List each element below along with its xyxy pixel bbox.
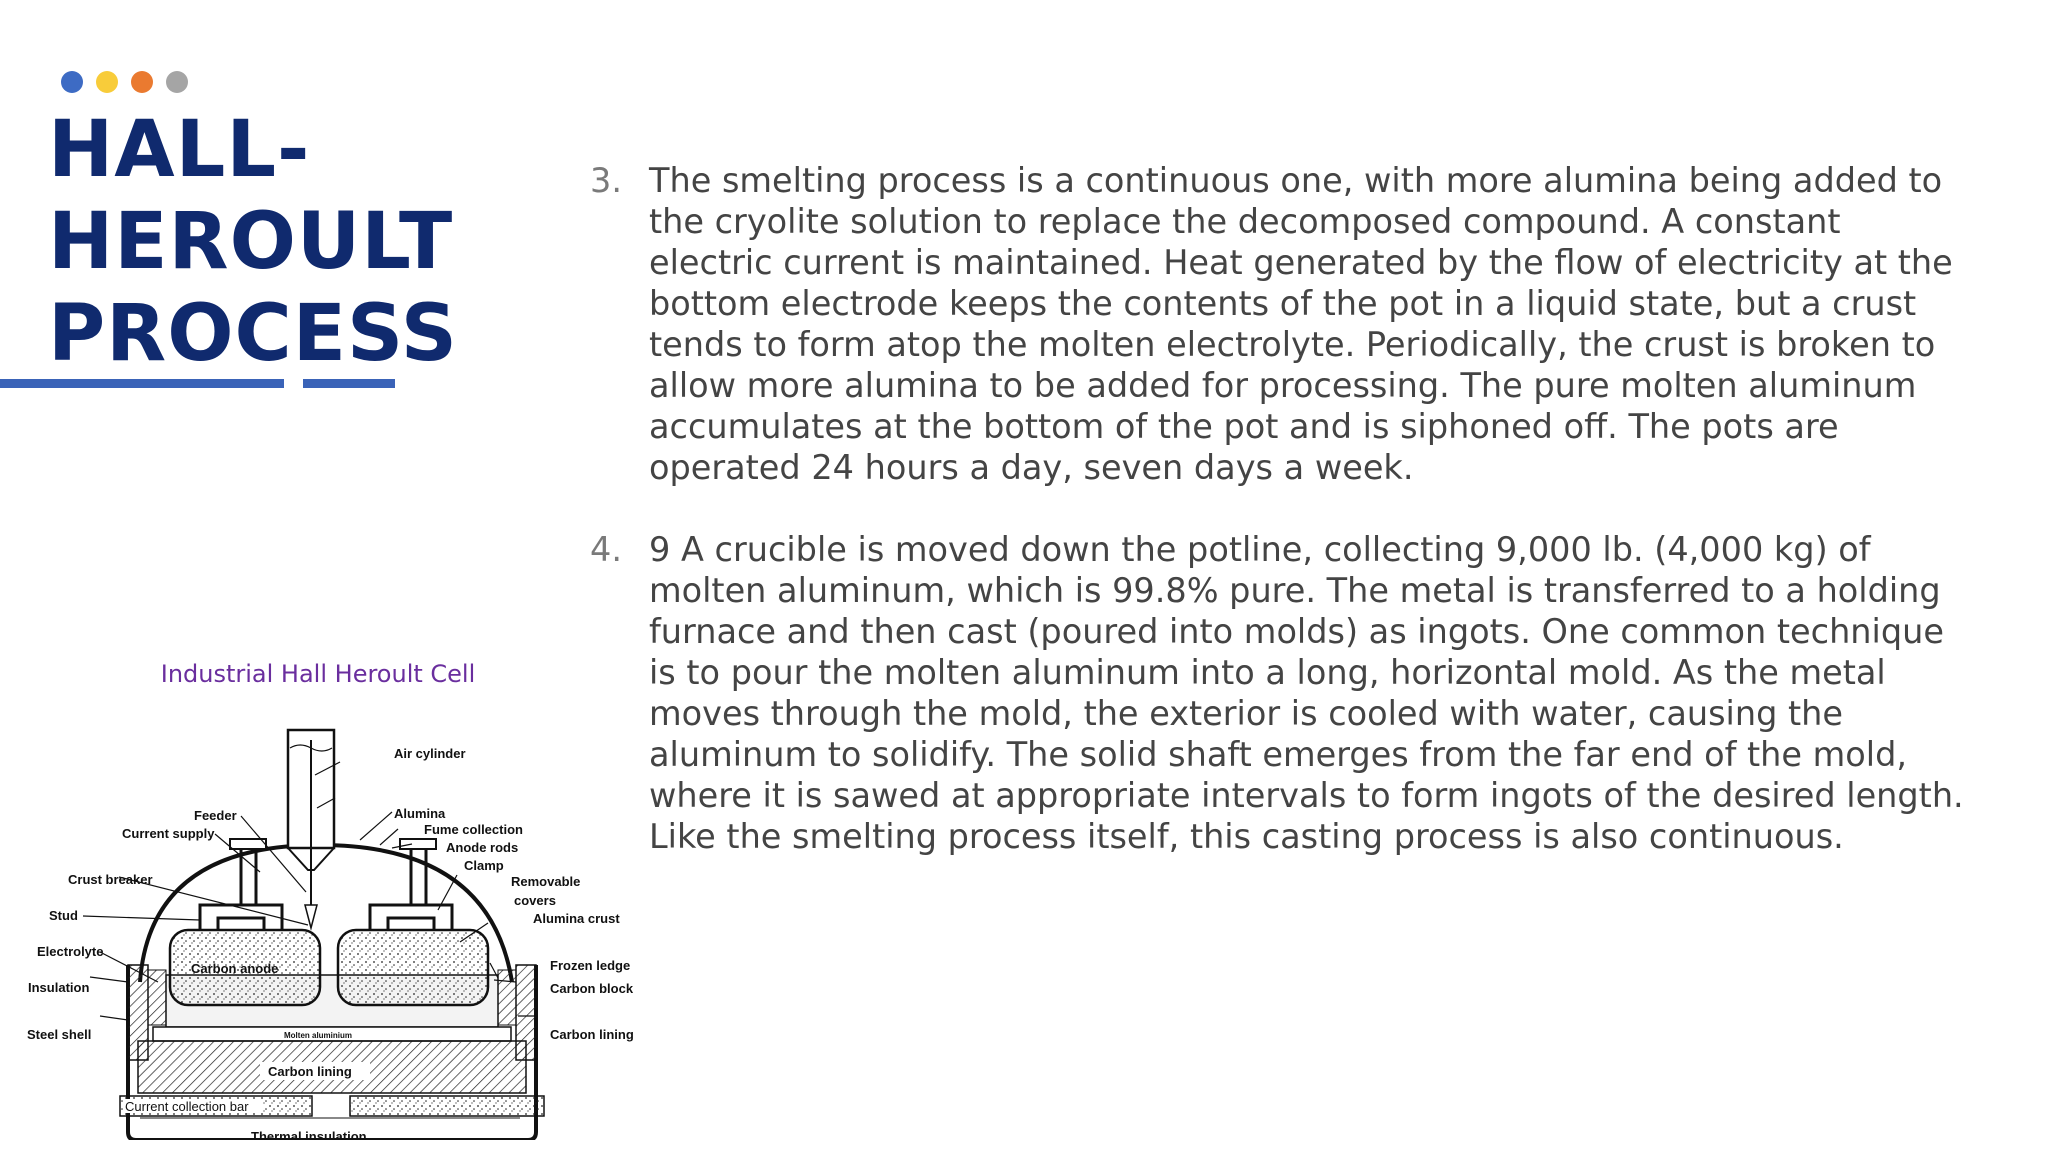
label-current-supply: Current supply — [122, 826, 215, 841]
title-line-2: HEROULT — [48, 197, 454, 287]
hall-heroult-cell-diagram — [20, 720, 640, 1140]
label-alumina-crust: Alumina crust — [533, 911, 620, 926]
label-anode-rods: Anode rods — [446, 840, 519, 855]
label-frozen-ledge: Frozen ledge — [550, 958, 631, 973]
decorative-dots — [61, 71, 188, 93]
label-fume-collection: Fume collection — [424, 822, 523, 837]
label-carbon-block: Carbon block — [550, 981, 634, 996]
label-carbon-lining-right: Carbon lining — [550, 1027, 634, 1042]
slide-title — [48, 104, 458, 380]
label-removable: Removable — [511, 874, 581, 889]
orange-dot — [131, 71, 153, 93]
label-stud: Stud — [49, 908, 78, 923]
figure-caption: Industrial Hall Heroult Cell — [160, 660, 476, 688]
label-feeder: Feeder — [194, 808, 237, 823]
gray-dot — [166, 71, 188, 93]
carbon-anode-right — [338, 930, 488, 1005]
title-underline-long — [0, 379, 284, 388]
label-electrolyte: Electrolyte — [37, 944, 104, 959]
numbered-list — [590, 160, 1990, 857]
current-collection-bar-right — [350, 1096, 544, 1116]
label-air-cylinder: Air cylinder — [394, 746, 466, 761]
title-underline-short — [303, 379, 395, 388]
label-covers: covers — [514, 893, 556, 908]
label-thermal-insulation: Thermal insulation — [251, 1129, 367, 1140]
list-item-text: 9 A crucible is moved down the potline, collecting 9,000 lb. (4,000 kg) of molten aluminum, which is 99.8% pure. The metal is transferred to a holding furnace and then cast (poured into molds) as ingots. One common technique is to pour the molten aluminum into a long, horizontal mold. As the metal moves through the mold, the exterior is cooled with water, causing the aluminum to solidify. The solid shaft emerges from the far end of the mold, where it is sawed at appropriate intervals to form ingots of the desired length. Like the smelting process itself, this casting process is also continuous. — [649, 530, 1964, 856]
label-steel-shell: Steel shell — [27, 1027, 92, 1042]
title-line-3: PROCESS — [48, 289, 458, 379]
label-clamp: Clamp — [464, 858, 504, 873]
title-line-1: HALL- — [48, 105, 311, 195]
list-item-number: 3. — [590, 161, 622, 200]
blue-dot — [61, 71, 83, 93]
list-item-number: 4. — [590, 530, 622, 569]
list-item-text: The smelting process is a continuous one, with more alumina being added to the cryolite solution to replace the decomposed compound. A constant electric current is maintained. Heat generated by the flow of electricity at the bottom electrode keeps the contents of the pot in a liquid state, but a crust tends to form atop the molten electrolyte. Periodically, the crust is broken to allow more alumina to be added for processing. The pure molten aluminum accumulates at the bottom of the pot and is siphoned off. The pots are operated 24 hours a day, seven days a week. — [649, 161, 1953, 487]
label-molten-aluminium: Molten aluminium — [284, 1031, 352, 1040]
label-insulation: Insulation — [28, 980, 90, 995]
label-current-collection-bar: Current collection bar — [125, 1099, 249, 1114]
label-carbon-anode: Carbon anode — [191, 961, 279, 976]
label-carbon-lining-left: Carbon lining — [268, 1064, 352, 1079]
list-item — [590, 529, 1990, 857]
yellow-dot — [96, 71, 118, 93]
list-item — [590, 160, 1990, 488]
label-alumina: Alumina — [394, 806, 446, 821]
label-crust-breaker: Crust breaker — [68, 872, 153, 887]
